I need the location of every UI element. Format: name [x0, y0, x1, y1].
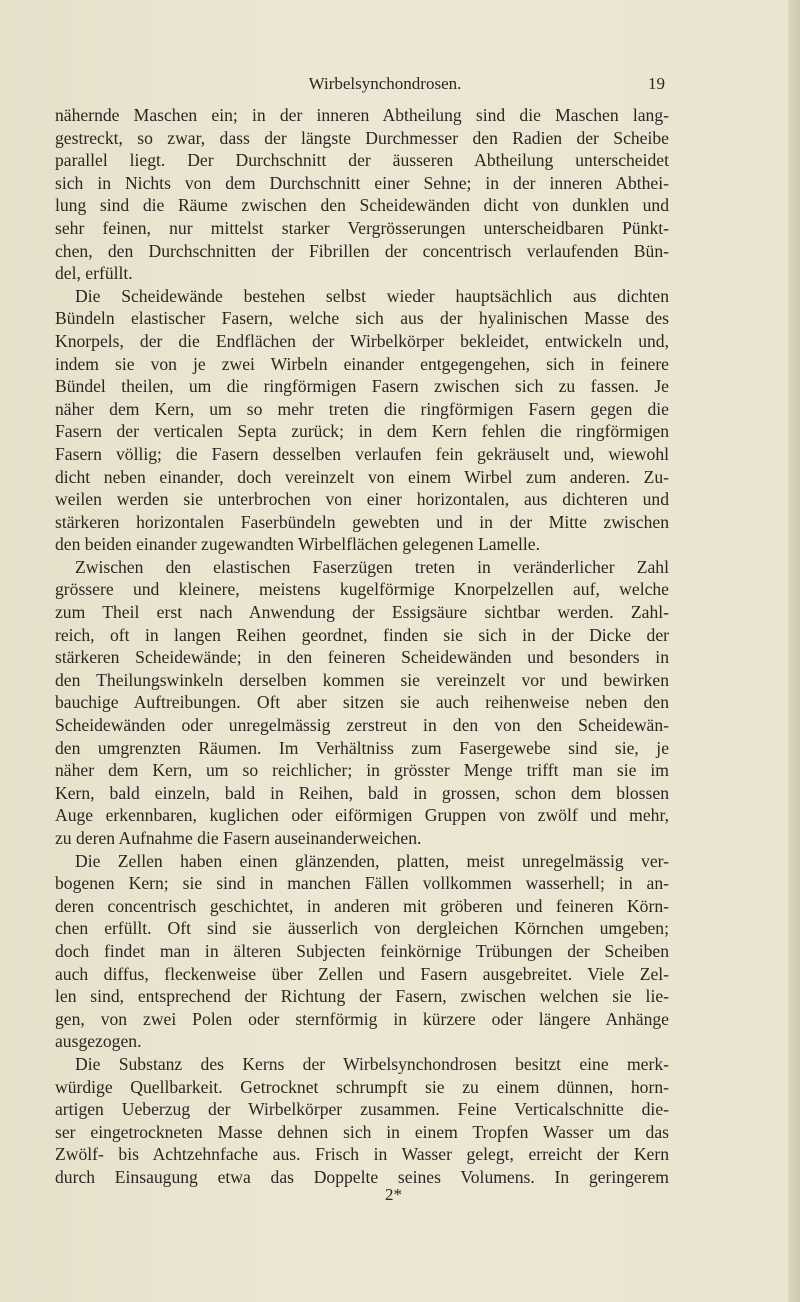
page-number: 19	[648, 74, 665, 93]
text-line: durch Einsaugung etwa das Doppelte seines Volumens. In geringerem	[55, 1166, 669, 1187]
text-line: ausgezogen.	[55, 1031, 142, 1052]
text-line: artigen Ueberzug der Wirbelkörper zusammen. Feine Verticalschnitte die-	[55, 1099, 669, 1120]
text-line: gestreckt, so zwar, dass der längste Durchmesser den Radien der Scheibe	[55, 127, 669, 148]
text-line: indem sie von je zwei Wirbeln einander entgegengehen, sich in feinere	[55, 353, 669, 374]
text-line: reich, oft in langen Reihen geordnet, finden sie sich in der Dicke der	[55, 624, 669, 645]
text-line: zum Theil erst nach Anwendung der Essigsäure sichtbar werden. Zahl-	[55, 602, 669, 623]
text-line: Fasern völlig; die Fasern desselben verlaufen fein gekräuselt und, wiewohl	[55, 443, 669, 464]
text-line: den Theilungswinkeln derselben kommen sie vereinzelt vor und bewirken	[55, 669, 669, 690]
text-line: sich in Nichts von dem Durchschnitt einer Sehne; in der inneren Abthei-	[55, 172, 669, 193]
text-line: den beiden einander zugewandten Wirbelflächen gelegenen Lamelle.	[55, 534, 541, 555]
text-line: näher dem Kern, um so mehr treten die ringförmigen Fasern gegen die	[55, 398, 669, 419]
running-title: Wirbelsynchondrosen.	[308, 74, 462, 93]
text-line: ser eingetrockneten Masse dehnen sich in einem Tropfen Wasser um das	[55, 1121, 669, 1142]
text-line: den umgrenzten Räumen. Im Verhältniss zum Fasergewebe sind sie, je	[55, 737, 669, 758]
text-line: weilen werden sie unterbrochen von einer horizontalen, aus dichteren und	[55, 489, 669, 510]
text-line: Zwischen den elastischen Faserzügen treten in veränderlicher Zahl	[75, 556, 669, 577]
text-line: lung sind die Räume zwischen den Scheidewänden dicht von dunklen und	[55, 195, 669, 216]
text-line: zu deren Aufnahme die Fasern auseinanderweichen.	[55, 828, 422, 848]
text-line: Kern, bald einzeln, bald in Reihen, bald in grossen, schon dem blossen	[55, 782, 669, 803]
text-line: auch diffus, fleckenweise über Zellen und Fasern ausgebreitet. Viele Zel-	[55, 963, 669, 984]
text-line: näher dem Kern, um so reichlicher; in grösster Menge trifft man sie im	[55, 760, 669, 781]
text-line: dicht neben einander, doch vereinzelt von einem Wirbel zum anderen. Zu-	[55, 466, 669, 487]
page-edge	[788, 0, 800, 1302]
signature-mark: 2*	[385, 1185, 402, 1204]
text-line: Fasern der verticalen Septa zurück; in dem Kern fehlen die ringförmigen	[55, 421, 669, 442]
page-header	[105, 74, 665, 96]
text-line: stärkeren horizontalen Faserbündeln gewebten und in der Mitte zwischen	[55, 511, 669, 532]
text-line: Die Substanz des Kerns der Wirbelsynchondrosen besitzt eine merk-	[75, 1053, 669, 1074]
text-line: chen, den Durchschnitten der Fibrillen der concentrisch verlaufenden Bün-	[55, 240, 669, 261]
text-line: parallel liegt. Der Durchschnitt der äusseren Abtheilung unterscheidet	[55, 150, 669, 171]
text-line: doch findet man in älteren Subjecten feinkörnige Trübungen der Scheiben	[55, 940, 669, 961]
text-line: Auge erkennbaren, kuglichen oder eiförmigen Gruppen von zwölf und mehr,	[55, 805, 669, 826]
text-line: Bündeln elastischer Fasern, welche sich aus der hyalinischen Masse des	[55, 308, 669, 329]
text-line: Scheidewänden oder unregelmässig zerstreut in den von den Scheidewän-	[55, 715, 669, 736]
text-line: Bündel theilen, um die ringförmigen Fasern zwischen sich zu fassen. Je	[55, 376, 669, 397]
text-line: bauchige Auftreibungen. Oft aber sitzen sie auch reihenweise neben den	[55, 692, 669, 713]
text-line: gen, von zwei Polen oder sternförmig in kürzere oder längere Anhänge	[55, 1008, 669, 1029]
text-line: len sind, entsprechend der Richtung der Fasern, zwischen welchen sie lie-	[55, 986, 669, 1007]
text-line: grössere und kleinere, meistens kugelförmige Knorpelzellen auf, welche	[55, 579, 669, 600]
text-line: Die Zellen haben einen glänzenden, platten, meist unregelmässig ver-	[75, 850, 669, 871]
text-line: del, erfüllt.	[55, 263, 133, 284]
text-line: chen erfüllt. Oft sind sie äusserlich von dergleichen Körnchen umgeben;	[55, 918, 669, 939]
text-line: Zwölf- bis Achtzehnfache aus. Frisch in Wasser gelegt, erreicht der Kern	[55, 1144, 669, 1165]
text-line: bogenen Kern; sie sind in manchen Fällen vollkommen wasserhell; in an-	[55, 873, 669, 894]
text-line: sehr feinen, nur mittelst starker Vergrösserungen unterscheidbaren Pünkt-	[55, 217, 669, 238]
text-line: stärkeren Scheidewände; in den feineren Scheidewänden und besonders in	[55, 647, 669, 668]
text-line: nähernde Maschen ein; in der inneren Abtheilung sind die Maschen lang-	[55, 105, 669, 125]
text-line: Die Scheidewände bestehen selbst wieder hauptsächlich aus dichten	[75, 285, 669, 306]
text-line: deren concentrisch geschichtet, in anderen mit gröberen und feineren Körn-	[55, 895, 669, 916]
text-line: Knorpels, der die Endflächen der Wirbelkörper bekleidet, entwickeln und,	[55, 330, 669, 351]
text-line: würdige Quellbarkeit. Getrocknet schrumpft sie zu einem dünnen, horn-	[55, 1076, 669, 1097]
body-text	[55, 104, 669, 1189]
